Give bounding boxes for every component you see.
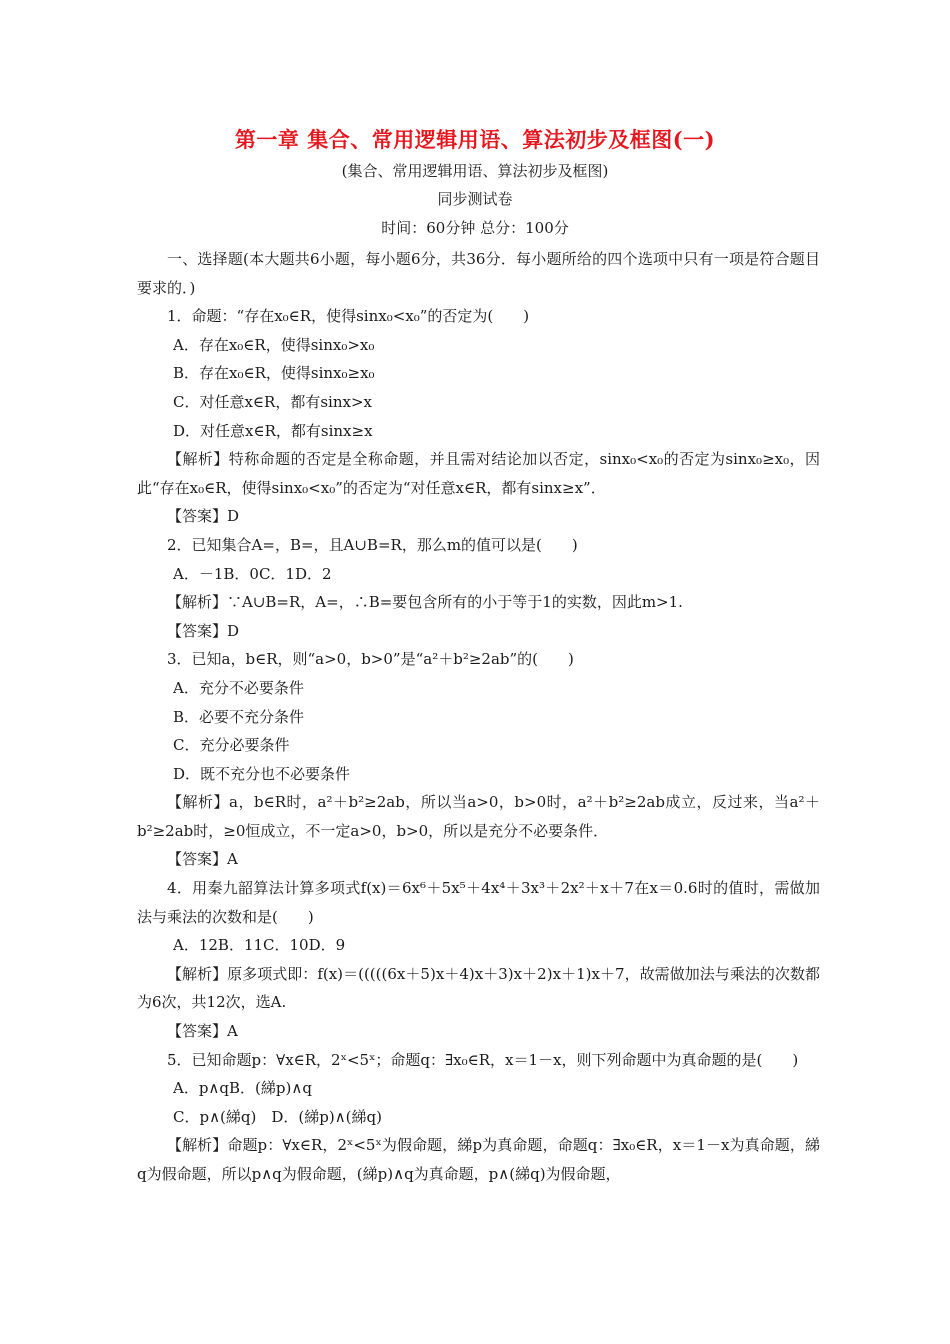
question-3-option-b: B．必要不充分条件 — [173, 707, 305, 726]
question-5-stem: 5．已知命题p：∀x∈R，2ˣ<5ˣ；命题q：∃x₀∈R，x＝1－x，则下列命题中为真命题的是( ) — [167, 1050, 799, 1069]
page-title: 第一章 集合、常用逻辑用语、算法初步及框图(一) — [234, 127, 716, 152]
question-3-stem: 3．已知a，b∈R，则“a>0，b>0”是“a²＋b²≥2ab”的( ) — [167, 650, 574, 669]
question-3-analysis: 【解析】a，b∈R时，a²＋b²≥2ab，所以当a>0，b>0时，a²＋b²≥2ab成立，反过来，当a²＋b²≥2ab时，≥0恒成立，不一定a>0，b>0，所以是充分不必要条件． — [137, 793, 820, 840]
question-1-option-a: A．存在x₀∈R，使得sinx₀>x₀ — [173, 335, 375, 354]
question-4-answer: 【答案】A — [167, 1022, 238, 1041]
test-type: 同步测试卷 — [437, 190, 513, 208]
question-5-options-ab: A．p∧qB．(綈p)∧q — [173, 1079, 312, 1098]
question-4-analysis: 【解析】原多项式即：f(x)＝(((((6x＋5)x＋4)x＋3)x＋2)x＋1)x＋7，故需做加法与乘法的次数都为6次，共12次，选A. — [137, 964, 820, 1012]
question-1-option-c: C．对任意x∈R，都有sinx>x — [173, 392, 372, 411]
time-info: 时间：60分钟 总分：100分 — [381, 219, 569, 237]
question-5-analysis: 【解析】命题p：∀x∈R，2ˣ<5ˣ为假命题，綈p为真命题，命题q：∃x₀∈R，x＝1－x为真命题，綈q为假命题，所以p∧q为假命题，(綈p)∧q为真命题，p∧(綈q)为假命题， — [137, 1136, 820, 1183]
question-2-answer: 【答案】D — [167, 621, 240, 640]
question-2-options: A．－1B．0C．1D．2 — [173, 564, 332, 583]
question-1-option-d: D．对任意x∈R，都有sinx≥x — [173, 421, 373, 440]
question-4-stem: 4．用秦九韶算法计算多项式f(x)＝6x⁶＋5x⁵＋4x⁴＋3x³＋2x²＋x＋7在x＝0.6时的值时，需做加法与乘法的次数和是( ) — [137, 879, 820, 926]
document-body — [137, 245, 820, 1189]
question-3-option-a: A．充分不必要条件 — [173, 678, 304, 697]
question-3-answer: 【答案】A — [167, 850, 238, 869]
question-2-analysis: 【解析】∵A∪B=R，A=，∴B=要包含所有的小于等于1的实数，因此m>1. — [167, 593, 683, 612]
page-subtitle: (集合、常用逻辑用语、算法初步及框图) — [341, 162, 609, 180]
question-2-stem: 2．已知集合A=，B=，且A∪B=R，那么m的值可以是( ) — [167, 535, 578, 554]
question-4-options: A．12B．11C．10D．9 — [173, 936, 346, 955]
question-3-option-d: D．既不充分也不必要条件 — [173, 764, 351, 783]
question-1-stem: 1．命题：“存在x₀∈R，使得sinx₀<x₀”的否定为( ) — [167, 307, 530, 326]
section-heading: 一、选择题(本大题共6小题，每小题6分，共36分．每小题所给的四个选项中只有一项是符合题目要求的．) — [137, 250, 820, 297]
question-1-analysis: 【解析】特称命题的否定是全称命题，并且需对结论加以否定，sinx₀<x₀的否定为sinx₀≥x₀，因此“存在x₀∈R，使得sinx₀<x₀”的否定为“对任意x∈R，都有sinx≥x”． — [137, 450, 820, 497]
question-5-options-cd: C．p∧(綈q) D．(綈p)∧(綈q) — [173, 1107, 382, 1126]
question-1-option-b: B．存在x₀∈R，使得sinx₀≥x₀ — [173, 364, 375, 383]
question-1-answer: 【答案】D — [167, 507, 240, 526]
question-3-option-c: C．充分必要条件 — [173, 736, 290, 755]
